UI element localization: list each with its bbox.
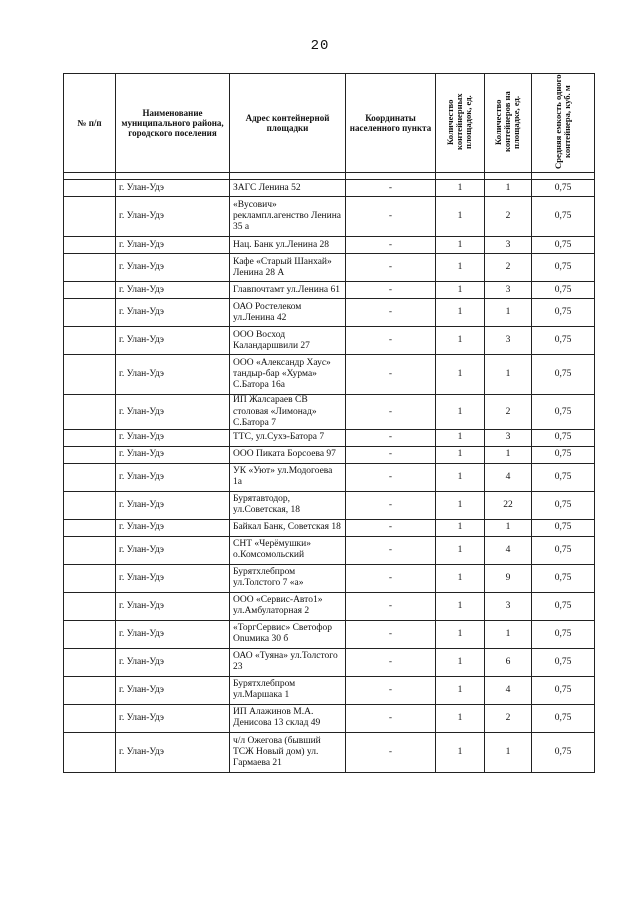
cell-coords: - xyxy=(346,676,436,704)
cell-capacity: 0,75 xyxy=(532,180,595,197)
cell-containers: 3 xyxy=(485,327,532,355)
table-row xyxy=(64,676,595,704)
cell-containers: 1 xyxy=(485,732,532,772)
cell-capacity: 0,75 xyxy=(532,564,595,592)
cell-sites: 1 xyxy=(436,676,485,704)
cell-capacity: 0,75 xyxy=(532,463,595,491)
cell-coords: - xyxy=(346,620,436,648)
cell-coords: - xyxy=(346,180,436,197)
table-row xyxy=(64,463,595,491)
cell-coords: - xyxy=(346,732,436,772)
cell-capacity: 0,75 xyxy=(532,491,595,519)
cell-containers: 2 xyxy=(485,395,532,430)
cell-address: Кафе «Старый Шанхай» Ленина 28 А xyxy=(230,254,346,282)
header-sites xyxy=(436,74,485,173)
cell-capacity: 0,75 xyxy=(532,732,595,772)
cell-capacity: 0,75 xyxy=(532,676,595,704)
table-row xyxy=(64,254,595,282)
cell-containers: 1 xyxy=(485,355,532,395)
cell-capacity: 0,75 xyxy=(532,429,595,446)
cell-capacity: 0,75 xyxy=(532,536,595,564)
cell-containers: 1 xyxy=(485,299,532,327)
cell-coords: - xyxy=(346,282,436,299)
cell-num xyxy=(64,282,116,299)
cell-capacity: 0,75 xyxy=(532,299,595,327)
cell-address: Главпочтамт ул.Ленина 61 xyxy=(230,282,346,299)
cell-num xyxy=(64,395,116,430)
cell-num xyxy=(64,446,116,463)
cell-num xyxy=(64,355,116,395)
cell-coords: - xyxy=(346,429,436,446)
cell-address: «ТоргСервис» Светофор Onuмика 30 б xyxy=(230,620,346,648)
cell-num xyxy=(64,180,116,197)
cell-address: Бурятхлебпром ул.Толстого 7 «а» xyxy=(230,564,346,592)
cell-sites: 1 xyxy=(436,732,485,772)
cell-address: ИП Алажинов М.А. Денисова 13 склад 49 xyxy=(230,704,346,732)
cell-coords: - xyxy=(346,704,436,732)
cell-address: Нац. Банк ул.Ленина 28 xyxy=(230,237,346,254)
cell-district: г. Улан-Удэ xyxy=(116,732,230,772)
header-coords: Координаты населенного пункта xyxy=(346,74,436,173)
cell-coords: - xyxy=(346,536,436,564)
table-row xyxy=(64,429,595,446)
cell-num xyxy=(64,536,116,564)
cell-sites: 1 xyxy=(436,197,485,237)
cell-address: Бурятхлебпром ул.Маршака 1 xyxy=(230,676,346,704)
cell-coords: - xyxy=(346,254,436,282)
cell-district: г. Улан-Удэ xyxy=(116,355,230,395)
cell-num xyxy=(64,704,116,732)
cell-address: ООО Пиката Борсоева 97 xyxy=(230,446,346,463)
cell-capacity: 0,75 xyxy=(532,592,595,620)
cell-sites: 1 xyxy=(436,327,485,355)
table-row xyxy=(64,536,595,564)
cell-sites: 1 xyxy=(436,620,485,648)
table-row xyxy=(64,355,595,395)
table-row xyxy=(64,564,595,592)
cell-containers: 4 xyxy=(485,676,532,704)
cell-containers: 22 xyxy=(485,491,532,519)
cell-coords: - xyxy=(346,648,436,676)
cell-containers: 3 xyxy=(485,282,532,299)
cell-sites: 1 xyxy=(436,536,485,564)
cell-containers: 2 xyxy=(485,197,532,237)
cell-num xyxy=(64,676,116,704)
cell-num xyxy=(64,564,116,592)
cell-sites: 1 xyxy=(436,564,485,592)
cell-capacity: 0,75 xyxy=(532,395,595,430)
cell-sites: 1 xyxy=(436,429,485,446)
cell-sites: 1 xyxy=(436,592,485,620)
table-row xyxy=(64,704,595,732)
cell-coords: - xyxy=(346,197,436,237)
cell-district: г. Улан-Удэ xyxy=(116,564,230,592)
cell-num xyxy=(64,463,116,491)
cell-containers: 6 xyxy=(485,648,532,676)
table-row xyxy=(64,732,595,772)
cell-containers: 3 xyxy=(485,237,532,254)
cell-district: г. Улан-Удэ xyxy=(116,536,230,564)
cell-sites: 1 xyxy=(436,395,485,430)
cell-district: г. Улан-Удэ xyxy=(116,491,230,519)
cell-district: г. Улан-Удэ xyxy=(116,197,230,237)
table-row xyxy=(64,197,595,237)
cell-capacity: 0,75 xyxy=(532,446,595,463)
cell-num xyxy=(64,254,116,282)
cell-capacity: 0,75 xyxy=(532,197,595,237)
cell-containers: 2 xyxy=(485,254,532,282)
cell-capacity: 0,75 xyxy=(532,519,595,536)
cell-sites: 1 xyxy=(436,704,485,732)
cell-coords: - xyxy=(346,519,436,536)
cell-address: СНТ «Черёмушки» о.Комсомольский xyxy=(230,536,346,564)
cell-address: ч/л Ожегова (бывший ТСЖ Новый дом) ул. Гармаева 21 xyxy=(230,732,346,772)
cell-containers: 1 xyxy=(485,446,532,463)
cell-district: г. Улан-Удэ xyxy=(116,282,230,299)
cell-containers: 9 xyxy=(485,564,532,592)
cell-capacity: 0,75 xyxy=(532,648,595,676)
cell-sites: 1 xyxy=(436,355,485,395)
cell-coords: - xyxy=(346,446,436,463)
cell-address: ИП Жалсараев СВ столовая «Лимонад» С.Батора 7 xyxy=(230,395,346,430)
cell-address: Байкал Банк, Советская 18 xyxy=(230,519,346,536)
cell-num xyxy=(64,197,116,237)
cell-coords: - xyxy=(346,327,436,355)
cell-district: г. Улан-Удэ xyxy=(116,648,230,676)
cell-district: г. Улан-Удэ xyxy=(116,446,230,463)
cell-sites: 1 xyxy=(436,237,485,254)
table-row xyxy=(64,299,595,327)
cell-sites: 1 xyxy=(436,282,485,299)
table-row xyxy=(64,519,595,536)
table-body xyxy=(64,173,595,773)
cell-num xyxy=(64,299,116,327)
cell-containers: 2 xyxy=(485,704,532,732)
cell-district: г. Улан-Удэ xyxy=(116,299,230,327)
cell-num xyxy=(64,648,116,676)
header-containers-label: Количество контейнеров на площадке, ед. xyxy=(493,91,522,153)
cell-coords: - xyxy=(346,237,436,254)
cell-capacity: 0,75 xyxy=(532,620,595,648)
cell-capacity: 0,75 xyxy=(532,237,595,254)
cell-coords: - xyxy=(346,491,436,519)
cell-district: г. Улан-Удэ xyxy=(116,592,230,620)
cell-address: ООО «Сервис-Авто1» ул.Амбулаторная 2 xyxy=(230,592,346,620)
table-row xyxy=(64,237,595,254)
cell-containers: 4 xyxy=(485,536,532,564)
header-containers xyxy=(485,74,532,173)
cell-sites: 1 xyxy=(436,299,485,327)
header-capacity xyxy=(532,74,595,173)
cell-coords: - xyxy=(346,355,436,395)
cell-district: г. Улан-Удэ xyxy=(116,463,230,491)
cell-address: УК «Уют» ул.Модогоева 1а xyxy=(230,463,346,491)
cell-district: г. Улан-Удэ xyxy=(116,395,230,430)
cell-num xyxy=(64,327,116,355)
cell-district: г. Улан-Удэ xyxy=(116,180,230,197)
cell-district: г. Улан-Удэ xyxy=(116,676,230,704)
table-row xyxy=(64,446,595,463)
header-num: № п/п xyxy=(64,74,116,173)
cell-address: ТТС, ул.Сухэ-Батора 7 xyxy=(230,429,346,446)
cell-capacity: 0,75 xyxy=(532,254,595,282)
cell-district: г. Улан-Удэ xyxy=(116,519,230,536)
cell-coords: - xyxy=(346,592,436,620)
table-row xyxy=(64,620,595,648)
header-sites-label: Количество контейнерных площадок, ед. xyxy=(445,93,474,151)
cell-coords: - xyxy=(346,395,436,430)
table-row xyxy=(64,491,595,519)
cell-num xyxy=(64,429,116,446)
cell-containers: 1 xyxy=(485,519,532,536)
table-row xyxy=(64,395,595,430)
cell-containers: 3 xyxy=(485,592,532,620)
cell-coords: - xyxy=(346,463,436,491)
cell-num xyxy=(64,237,116,254)
cell-address: ООО «Александр Хаус» тандыр-бар «Хурма» С.Батора 16а xyxy=(230,355,346,395)
cell-sites: 1 xyxy=(436,463,485,491)
cell-containers: 1 xyxy=(485,620,532,648)
table-row xyxy=(64,180,595,197)
cell-containers: 3 xyxy=(485,429,532,446)
cell-num xyxy=(64,491,116,519)
cell-sites: 1 xyxy=(436,648,485,676)
cell-num xyxy=(64,592,116,620)
cell-address: «Вусович» реклампл.агенство Ленина 35 а xyxy=(230,197,346,237)
cell-capacity: 0,75 xyxy=(532,282,595,299)
cell-num xyxy=(64,732,116,772)
cell-district: г. Улан-Удэ xyxy=(116,254,230,282)
header-spacer-row xyxy=(64,173,595,180)
cell-coords: - xyxy=(346,299,436,327)
cell-capacity: 0,75 xyxy=(532,327,595,355)
cell-num xyxy=(64,519,116,536)
table-header-row xyxy=(64,74,595,173)
cell-sites: 1 xyxy=(436,446,485,463)
table-row xyxy=(64,282,595,299)
cell-coords: - xyxy=(346,564,436,592)
cell-capacity: 0,75 xyxy=(532,704,595,732)
cell-sites: 1 xyxy=(436,519,485,536)
cell-containers: 4 xyxy=(485,463,532,491)
cell-district: г. Улан-Удэ xyxy=(116,620,230,648)
cell-address: ЗАГС Ленина 52 xyxy=(230,180,346,197)
container-sites-table xyxy=(63,73,595,773)
header-address: Адрес контейнерной площадки xyxy=(230,74,346,173)
table-row xyxy=(64,327,595,355)
cell-address: ОАО «Туяна» ул.Толстого 23 xyxy=(230,648,346,676)
cell-capacity: 0,75 xyxy=(532,355,595,395)
cell-num xyxy=(64,620,116,648)
cell-sites: 1 xyxy=(436,180,485,197)
cell-address: Бурятавтодор, ул.Советская, 18 xyxy=(230,491,346,519)
cell-sites: 1 xyxy=(436,254,485,282)
cell-district: г. Улан-Удэ xyxy=(116,704,230,732)
header-district: Наименование муниципального района, городского поселения xyxy=(116,74,230,173)
cell-address: ООО Восход Каландаршвили 27 xyxy=(230,327,346,355)
cell-district: г. Улан-Удэ xyxy=(116,429,230,446)
table-row xyxy=(64,648,595,676)
cell-district: г. Улан-Удэ xyxy=(116,327,230,355)
cell-containers: 1 xyxy=(485,180,532,197)
cell-address: ОАО Ростелеком ул.Ленина 42 xyxy=(230,299,346,327)
table-row xyxy=(64,592,595,620)
cell-district: г. Улан-Удэ xyxy=(116,237,230,254)
header-capacity-label: Средняя емкость одного контейнера, куб. м xyxy=(552,74,572,170)
cell-sites: 1 xyxy=(436,491,485,519)
page-number: 20 xyxy=(310,38,330,54)
